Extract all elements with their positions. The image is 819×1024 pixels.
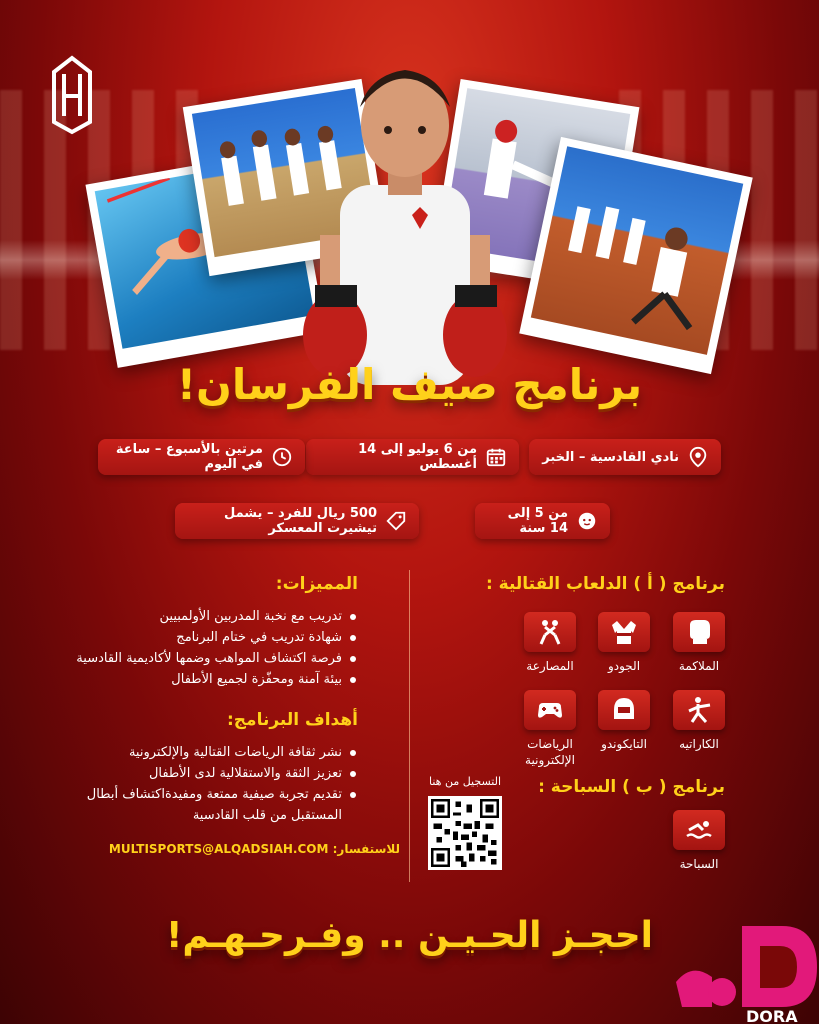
list-item: تعزيز الثقة والاستقلالية لدى الأطفال bbox=[40, 763, 358, 784]
main-title: برنامج صيف الفرسان! bbox=[176, 360, 643, 409]
location-text: نادي القادسية – الخبر bbox=[542, 449, 679, 465]
location-pin-icon bbox=[687, 446, 709, 468]
calendar-icon bbox=[485, 446, 507, 468]
sport-label-karate: الكاراتيه bbox=[679, 737, 719, 751]
sport-label-taekwondo: التايكوندو bbox=[601, 737, 647, 751]
registration-label: التسجيل من هنا bbox=[428, 775, 502, 788]
judo-uniform-icon bbox=[609, 617, 639, 647]
clock-icon bbox=[271, 446, 293, 468]
dates-pill bbox=[306, 439, 519, 475]
dates-text: من 6 يوليو إلى 14 أغسطس bbox=[358, 442, 477, 472]
schedule-pill bbox=[98, 439, 305, 475]
program-b-heading: برنامج ( ب ) السباحة : bbox=[538, 777, 725, 797]
list-item: نشر ثقافة الرياضات القتالية والإلكترونية bbox=[40, 742, 358, 763]
registration-qr-code[interactable] bbox=[428, 796, 502, 870]
goals-heading: أهداف البرنامج: bbox=[227, 710, 358, 730]
schedule-text: مرتين بالأسبوع – ساعة في اليوم bbox=[115, 442, 263, 472]
list-item: فرصة اكتشاف المواهب وضمها لأكاديمية القادسية bbox=[40, 648, 358, 669]
goals-list bbox=[40, 742, 358, 826]
sport-label-esports: الرياضات الإلكترونية bbox=[525, 737, 575, 767]
sport-tile-judo bbox=[598, 612, 650, 652]
features-list bbox=[40, 606, 358, 690]
taekwondo-helmet-icon bbox=[609, 695, 639, 725]
child-face-icon bbox=[576, 510, 598, 532]
dora-watermark-logo bbox=[672, 922, 818, 1024]
sport-tile-wrestling bbox=[524, 612, 576, 652]
boy-with-boxing-gloves bbox=[300, 55, 510, 385]
sport-label-judo: الجودو bbox=[607, 659, 641, 673]
sport-tile-taekwondo bbox=[598, 690, 650, 730]
gamepad-icon bbox=[535, 695, 565, 725]
sport-label-swimming: السباحة bbox=[679, 857, 719, 871]
column-divider bbox=[409, 570, 410, 882]
boxing-glove-icon bbox=[684, 617, 714, 647]
features-heading: المميزات: bbox=[275, 574, 358, 594]
wrestling-icon bbox=[535, 617, 565, 647]
price-tag-icon bbox=[385, 510, 407, 532]
price-pill bbox=[175, 503, 419, 539]
price-text: 500 ريال للفرد – يشمل تيشيرت المعسكر bbox=[223, 506, 377, 536]
swimmer-icon bbox=[684, 815, 714, 845]
watermark-brand: DORA bbox=[746, 1007, 798, 1024]
club-logo bbox=[50, 52, 94, 138]
list-item: شهادة تدريب في ختام البرنامج bbox=[40, 627, 358, 648]
location-pill bbox=[529, 439, 721, 475]
sport-tile-esports bbox=[524, 690, 576, 730]
sport-label-wrestling: المصارعة bbox=[526, 659, 574, 673]
sport-tile-boxing bbox=[673, 612, 725, 652]
list-item: تدريب مع نخبة المدربين الأولمبيين bbox=[40, 606, 358, 627]
sport-label-boxing: الملاكمة bbox=[678, 659, 720, 673]
contact-email[interactable]: MULTISPORTS@ALQADSIAH.COM bbox=[108, 842, 329, 856]
karate-class-photo bbox=[519, 137, 753, 374]
age-text: من 5 إلى 14 سنة bbox=[507, 506, 568, 536]
karate-icon bbox=[684, 695, 714, 725]
contact-line bbox=[80, 842, 400, 856]
age-pill bbox=[475, 503, 610, 539]
sport-tile-swimming bbox=[673, 810, 725, 850]
sport-tile-karate bbox=[673, 690, 725, 730]
list-item: بيئة آمنة ومحفّزة لجميع الأطفال bbox=[40, 669, 358, 690]
list-item: تقديم تجربة صيفية ممتعة ومفيدةاكتشاف أبطال المستقبل من قلب القادسية bbox=[40, 784, 358, 826]
contact-label: للاستفسار: bbox=[332, 842, 400, 856]
program-a-heading: برنامج ( أ ) الدلعاب القتالية : bbox=[485, 574, 725, 594]
cta-slogan: احجـز الحـيـن .. وفـرحـهـم! bbox=[165, 915, 653, 956]
